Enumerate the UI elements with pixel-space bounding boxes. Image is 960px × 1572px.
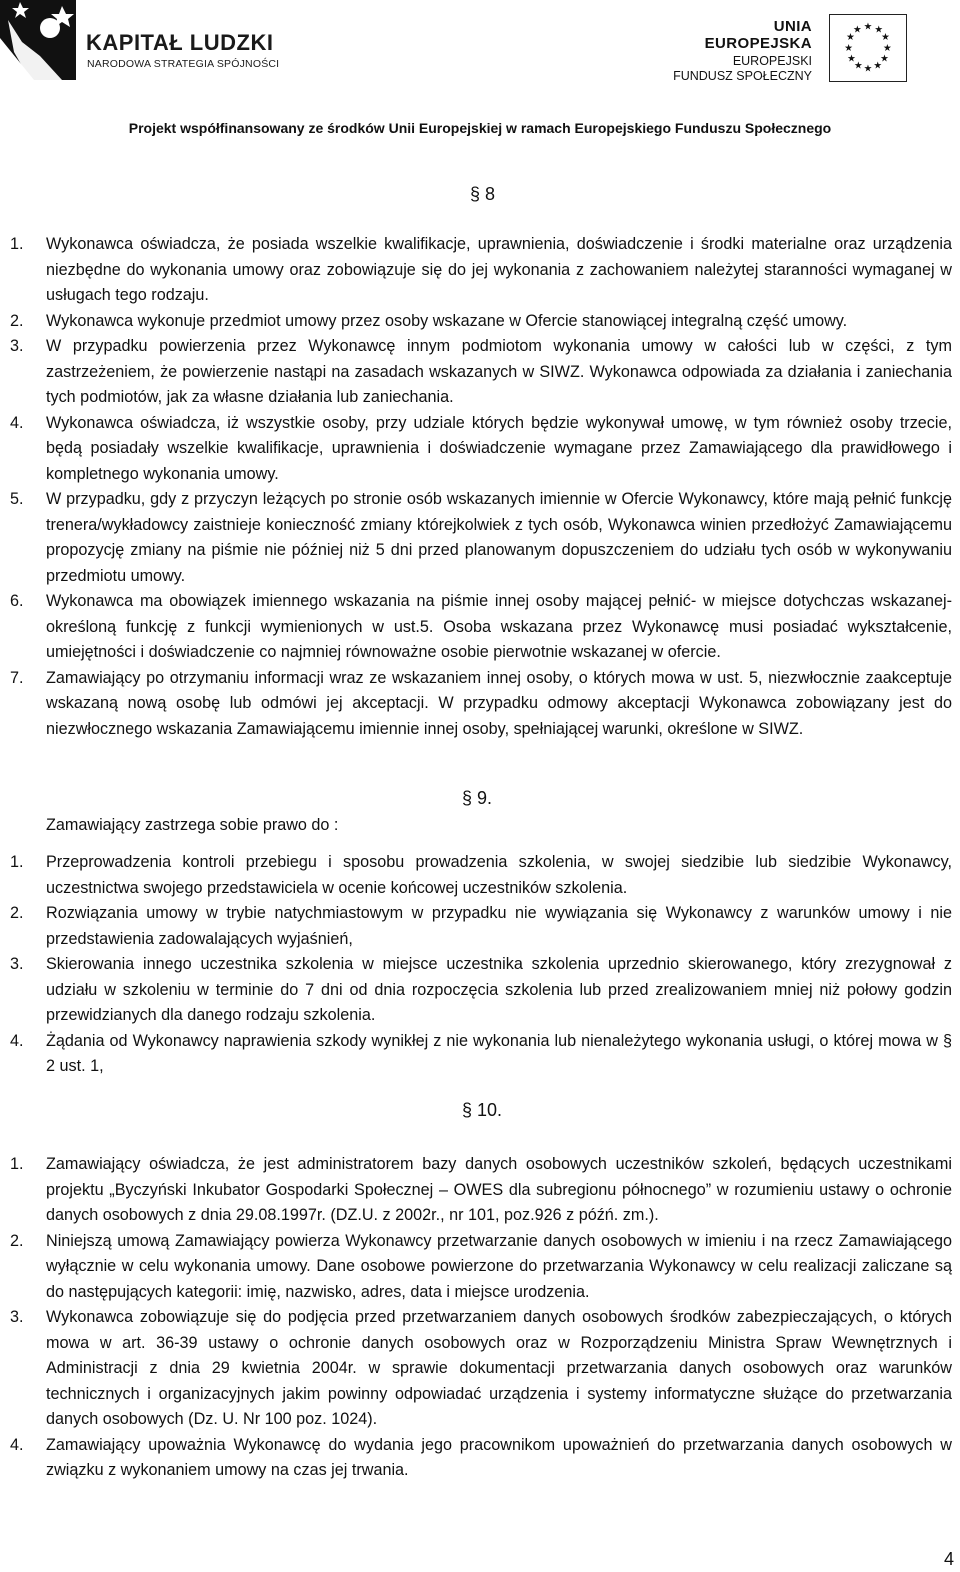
svg-text:★: ★ [883,42,892,54]
item-text: W przypadku, gdy z przyczyn leżących po stronie osób wskazanych imiennie w Ofercie Wykonawcy, które mają pełnić funkcję trenera/wykładowcy zaistnieje konieczność zmiany którejkolwiek z tych osób, Wykonawca winien przedłożyć Zamawiającemu propozycję zmiany na piśmie nie później niż 5 dni przed planowanym dopuszczeniem do udziału tych osób w wykonywaniu przedmiotu umowy. [46,490,952,585]
list-item [0,1229,952,1306]
svg-text:★: ★ [844,42,853,54]
item-text: Zamawiający oświadcza, że jest administratorem bazy danych osobowych uczestników szkoleń, będących uczestnikami projektu „Byczyński Inkubator Gospodarki Społecznej – OWES dla subregionu północnego” w rozumieniu ustawy o ochronie danych osobowych z dnia 29.08.1997r. (DZ.U. z 2002r., nr 101, poz.926 z późń. zm.). [46,1155,952,1224]
list-item [0,666,952,743]
list-item [0,1029,952,1080]
item-text: Żądania od Wykonawcy naprawienia szkody wynikłej z nie wykonania lub nienależytego wykonania usługi, o której mowa w § 2 ust. 1, [46,1031,952,1075]
item-number: 4. [10,1435,24,1454]
list-item [0,1305,952,1433]
list-item [0,487,952,589]
eu-flag-icon [829,14,907,82]
svg-text:★: ★ [847,53,856,65]
svg-text:★: ★ [880,53,889,65]
svg-text:★: ★ [846,32,855,44]
page-number: 4 [943,1549,954,1569]
item-number: 7. [10,668,24,687]
eu-line-1: UNIA EUROPEJSKA [704,18,812,52]
item-text: Wykonawca oświadcza, iż wszystkie osoby, przy udziale których będzie wykonywał umowę, w tym również osoby trzecie, będą posiadały wszelkie kwalifikacje, uprawnienia i doświadczenie wymagane przez Zamawiającego dla prawidłowego i kompletnego wykonania umowy. [46,413,952,483]
item-number: 2. [10,1231,24,1250]
item-number: 3. [10,955,24,973]
list-item [0,232,952,309]
list-item [0,589,952,666]
item-text: Skierowania innego uczestnika szkolenia w miejsce uczestnika szkolenia uprzednio skierowanego, który zrezygnował z udziału w szkoleniu w terminie do 7 dni od dnia rozpoczęcia szkolenia lub przed zrealizowaniem mniej niż połowy godzin przewidzianych dla danego rodzaju szkolenia. [46,955,952,1024]
eu-line-3: FUNDUSZ SPOŁECZNY [673,69,812,83]
eu-logo [672,14,932,84]
kapital-ludzki-title: KAPITAŁ LUDZKI [86,30,274,55]
section-10-list [0,1152,952,1484]
section-9-intro: Zamawiający zastrzega sobie prawo do : [46,816,339,834]
list-item [0,952,952,1029]
list-item [0,1152,952,1229]
eu-line-2: EUROPEJSKI [732,54,812,68]
svg-text:★: ★ [881,32,890,44]
svg-text:★: ★ [863,21,873,33]
list-item [0,411,952,488]
svg-text:★: ★ [852,24,862,36]
list-item [0,334,952,411]
project-cofinancing-note: Projekt współfinansowany ze środków Unii Europejskiej w ramach Europejskiego Funduszu Społecznego [128,120,832,136]
list-item [0,309,952,335]
item-number: 3. [10,1308,24,1326]
section-8-heading: § 8 [470,184,496,204]
kapital-ludzki-subtitle: NARODOWA STRATEGIA SPÓJNOŚCI [87,58,280,70]
item-text: Zamawiający po otrzymaniu informacji wraz ze wskazaniem innej osoby, o których mowa w ust. 5, niezwłocznie zaakceptuje wskazaną nową osobę lub odmówi jej akceptacji. W przypadku odmowy akceptacji Wykonawca zobowiązany jest do niezwłocznego wskazania Zamawiającemu imiennie innej osoby, spełniającej warunki, określone w SIWZ. [46,668,952,738]
eu-logo-text [672,18,812,83]
svg-text:★: ★ [874,24,884,36]
svg-text:★: ★ [873,60,883,72]
section-9-list [0,850,952,1080]
list-item [0,850,952,901]
item-text: Wykonawca oświadcza, że posiada wszelkie kwalifikacje, uprawnienia, doświadczenie i środki materialne oraz urządzenia niezbędne do wykonania umowy oraz zobowiązuje się do jej wykonania z zachowaniem należytej staranności wymaganej w usługach tego rodzaju. [46,235,952,304]
item-number: 2. [10,904,24,922]
item-number: 3. [10,337,24,355]
item-number: 1. [10,1155,24,1173]
item-text: Przeprowadzenia kontroli przebiegu i sposobu prowadzenia szkolenia, w swojej siedzibie lub siedzibie Wykonawcy, uczestnictwa swojego przedstawiciela w ocenie końcowej uczestników szkolenia. [46,853,952,897]
item-text: Wykonawca ma obowiązek imiennego wskazania na piśmie innej osoby mającej pełnić- w miejsce dotychczas wskazanej- określoną funkcję z funkcji wymienionych w ust.5. Osoba wskazana przez Wykonawcę musi posiadać wykształcenie, umiejętności i doświadczenie co najmniej równoważne osobie pierwotnie wskazanej w ofercie. [46,592,952,661]
svg-text:★: ★ [863,63,873,75]
item-number: 4. [10,1031,24,1050]
kapital-ludzki-emblem-icon [0,0,76,80]
section-8-list [0,232,952,742]
svg-text:★: ★ [853,60,863,72]
item-number: 1. [10,235,24,253]
item-number: 2. [10,311,24,330]
item-number: 5. [10,490,24,508]
section-9-heading: § 9. [462,788,493,808]
item-text: Wykonawca wykonuje przedmiot umowy przez osoby wskazane w Ofercie stanowiącej integralną część umowy. [46,311,848,330]
section-10-heading: § 10. [462,1100,503,1120]
item-text: Zamawiający upoważnia Wykonawcę do wydania jego pracownikom upoważnień do przetwarzania danych osobowych w związku z wykonaniem umowy na czas jej trwania. [46,1435,952,1479]
page-header [0,0,960,136]
item-text: W przypadku powierzenia przez Wykonawcę innym podmiotom wykonania umowy w całości lub w części, z tym zastrzeżeniem, że powierzenie nastąpi na zasadach wskazanych w SIWZ. Wykonawca odpowiada za działania i zaniechania tych podmiotów, jak za własne działania lub zaniechania. [46,337,952,406]
item-number: 1. [10,853,24,871]
item-number: 4. [10,413,24,432]
item-text: Wykonawca zobowiązuje się do podjęcia przed przetwarzaniem danych osobowych środków zabezpieczających, o których mowa w art. 36-39 ustawy o ochronie danych osobowych oraz w Rozporządzeniu Ministra Spraw Wewnętrznych i Administracji z dnia 29 kwietnia 2004r. w sprawie dokumentacji przetwarzania danych osobowych oraz warunków technicznych i organizacyjnych jakim powinny odpowiadać urządzenia i systemy informatyczne służące do przetwarzania danych osobowych (Dz. U. Nr 100 poz. 1024). [46,1308,952,1428]
item-number: 6. [10,592,24,610]
item-text: Niniejszą umową Zamawiający powierza Wykonawcy przetwarzanie danych osobowych w imieniu i na rzecz Zamawiającego wyłącznie w celu wykonania umowy. Dane osobowe powierzone do przetwarzania Wykonawcy w celu realizacji zaliczane są do następujących kategorii: imię, nazwisko, adres, data i miejsce urodzenia. [46,1231,952,1301]
list-item [0,1433,952,1484]
item-text: Rozwiązania umowy w trybie natychmiastowym w przypadku nie wywiązania się Wykonawcy z warunków umowy i nie przedstawienia zadowalających wyjaśnień, [46,904,952,948]
kapital-ludzki-logo [0,0,300,80]
list-item [0,901,952,952]
